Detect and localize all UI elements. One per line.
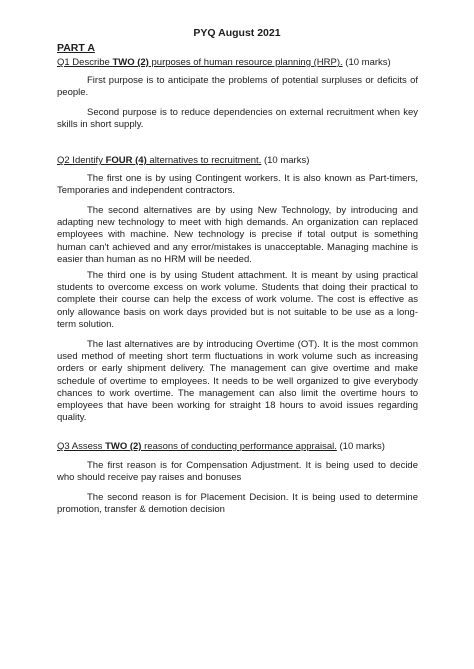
question-count: TWO (2): [105, 441, 142, 452]
document-title: PYQ August 2021: [193, 27, 281, 39]
question-text: alternatives to recruitment.: [146, 155, 262, 166]
part-heading: PART A: [57, 42, 95, 54]
answer-paragraph: The second alternatives are by using New Technology, by introducing and adapting new technology to meet with high demands. An organization can replaced employees with machine. New technology is precise if total output is something human can't achieved and any error/mistakes is unacceptable. Managing machine is easier than human as no HRM will be needed.: [57, 205, 418, 265]
question-text: purposes of human resource planning (HRP).: [148, 57, 343, 68]
question-prefix: Q2 Identify: [57, 155, 106, 166]
question-text: reasons of conducting performance appraisal.: [141, 441, 337, 452]
answer-paragraph: Second purpose is to reduce dependencies on external recruitment when key skills in short supply.: [57, 107, 418, 131]
answer-paragraph: The second reason is for Placement Decision. It is being used to determine promotion, transfer & demotion decision: [57, 492, 418, 516]
answer-paragraph: First purpose is to anticipate the problems of potential surpluses or deficits of people.: [57, 75, 418, 99]
question-count: TWO (2): [112, 57, 149, 68]
question-prefix: Q1 Describe: [57, 57, 113, 68]
question-prefix: Q3 Assess: [57, 441, 106, 452]
question-2: [57, 155, 309, 166]
question-3: [57, 441, 385, 452]
question-count: FOUR (4): [105, 155, 147, 166]
answer-paragraph: The first reason is for Compensation Adjustment. It is being used to decide who should receive pay raises and bonuses: [57, 460, 418, 484]
answer-paragraph: The third one is by using Student attachment. It is meant by using practical students to overcome excess on work volume. Students that doing their practical to complete their course can help the excess of work volume. The cost is effective as only allowance basis on work days provided but is not suitable to be use as a long-term solution.: [57, 270, 418, 330]
question-marks: (10 marks): [261, 155, 310, 166]
question-marks: (10 marks): [336, 441, 385, 452]
question-1: [57, 57, 391, 68]
answer-paragraph: The last alternatives are by introducing Overtime (OT). It is the most common used method of meeting short term fluctuations in work volume such as increasing orders or early shipment delivery. The management can give overtime and make schedule of overtime to employees. It needs to be well organized to give everybody chances to work overtime. The management can also limit the overtime hours to employees that have been working for straight 18 hours to avoid issues regarding quality.: [57, 339, 418, 424]
answer-paragraph: The first one is by using Contingent workers. It is also known as Part-timers, Temporaries and independent contractors.: [57, 173, 418, 197]
question-marks: (10 marks): [342, 57, 391, 68]
